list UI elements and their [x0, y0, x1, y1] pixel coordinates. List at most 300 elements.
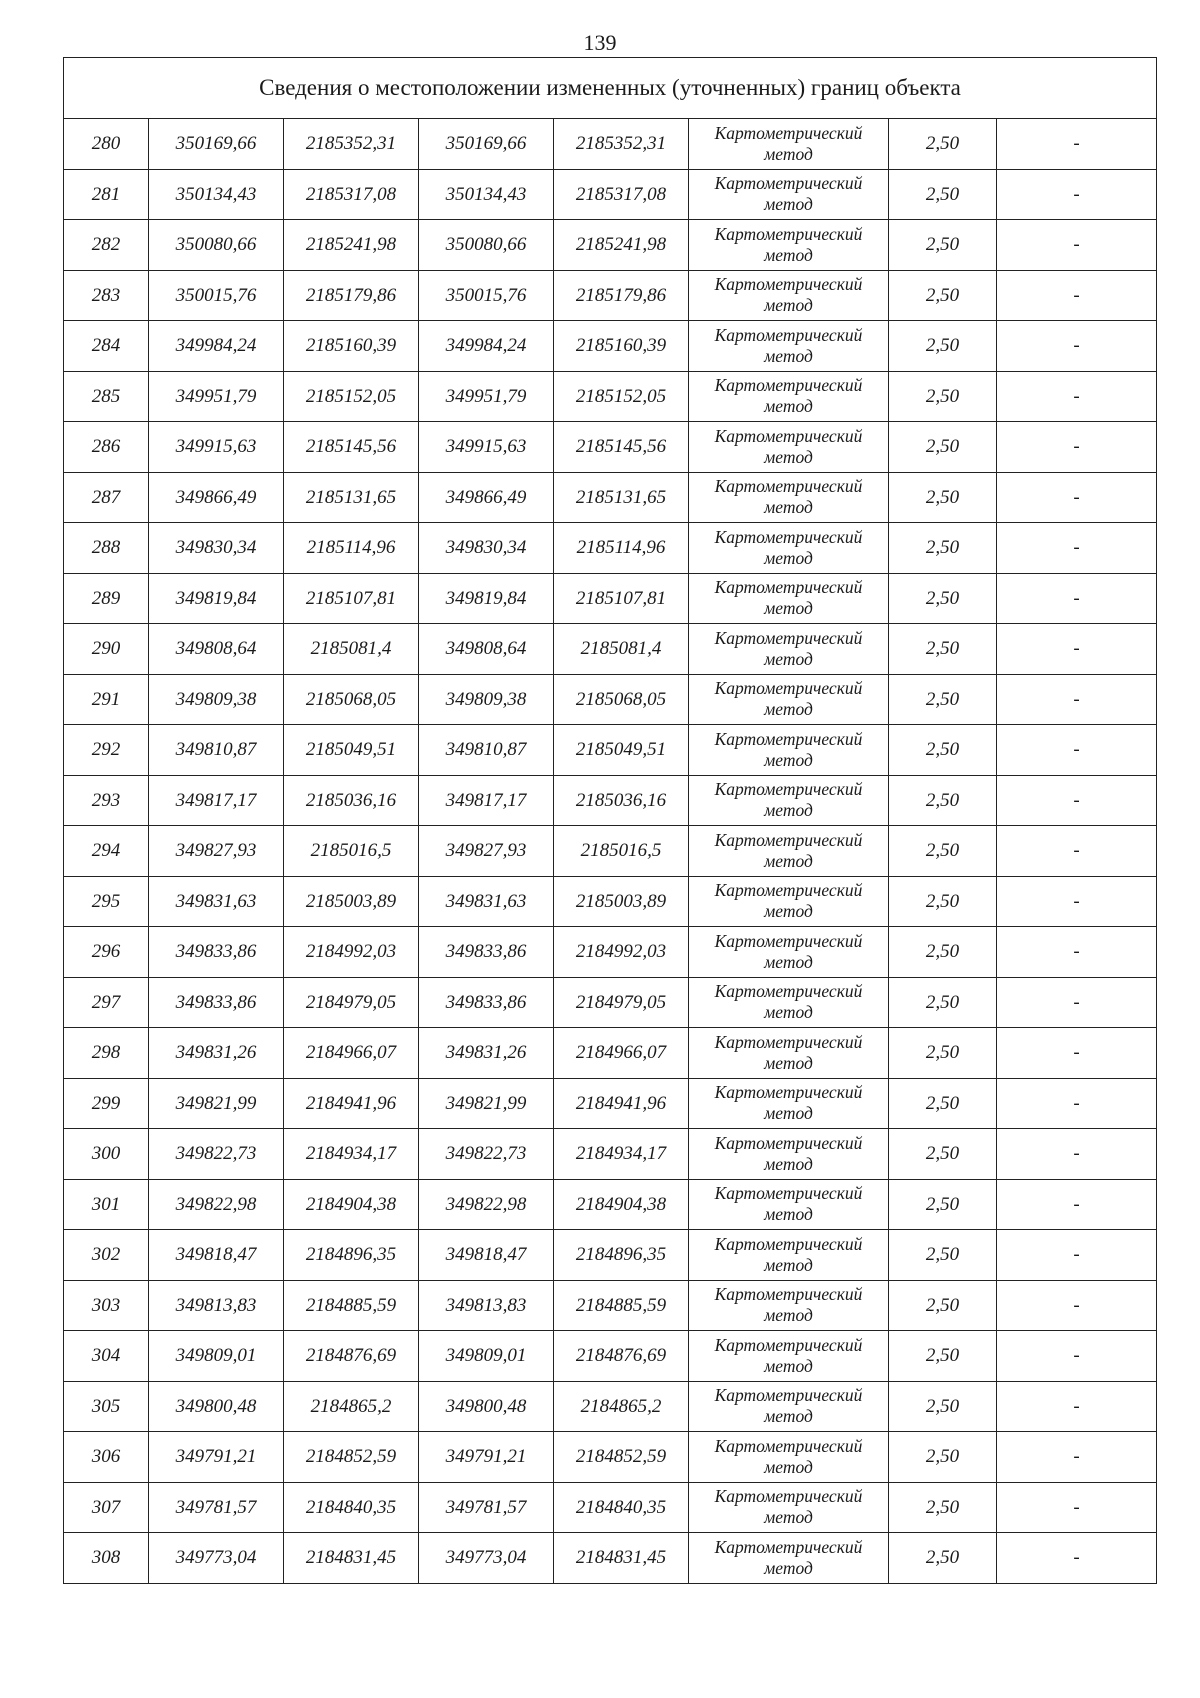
point-number-cell: 287	[64, 472, 149, 523]
table-row	[64, 371, 1157, 422]
existing-x-cell: 349808,64	[149, 624, 284, 675]
accuracy-cell: 2,50	[889, 220, 997, 271]
method-line-1: Картометрический	[714, 223, 863, 244]
existing-x-cell: 349810,87	[149, 725, 284, 776]
existing-y-cell: 2184979,05	[284, 977, 419, 1028]
refined-x-cell: 349813,83	[419, 1280, 554, 1331]
existing-y-cell: 2185179,86	[284, 270, 419, 321]
table-row	[64, 1129, 1157, 1180]
method-line-1: Картометрический	[714, 526, 863, 547]
method-line-1: Картометрический	[714, 1284, 863, 1305]
accuracy-cell: 2,50	[889, 573, 997, 624]
refined-y-cell: 2185107,81	[554, 573, 689, 624]
refined-x-cell: 349791,21	[419, 1432, 554, 1483]
refined-x-cell: 349833,86	[419, 927, 554, 978]
point-number-cell: 292	[64, 725, 149, 776]
table-row	[64, 1432, 1157, 1483]
table-row	[64, 624, 1157, 675]
existing-x-cell: 350080,66	[149, 220, 284, 271]
method-line-2: метод	[764, 1204, 813, 1225]
point-number-cell: 286	[64, 422, 149, 473]
method-line-1: Картометрический	[714, 476, 863, 497]
method-cell	[689, 876, 889, 927]
method-cell	[689, 1381, 889, 1432]
refined-x-cell: 349831,26	[419, 1028, 554, 1079]
existing-y-cell: 2184876,69	[284, 1331, 419, 1382]
refined-y-cell: 2185160,39	[554, 321, 689, 372]
point-number-cell: 302	[64, 1230, 149, 1281]
existing-x-cell: 350134,43	[149, 169, 284, 220]
existing-x-cell: 350169,66	[149, 119, 284, 170]
refined-x-cell: 350169,66	[419, 119, 554, 170]
table-row	[64, 422, 1157, 473]
existing-x-cell: 349951,79	[149, 371, 284, 422]
refined-y-cell: 2185016,5	[554, 826, 689, 877]
table-row	[64, 1331, 1157, 1382]
table-row	[64, 472, 1157, 523]
refined-x-cell: 349800,48	[419, 1381, 554, 1432]
note-cell: -	[997, 1179, 1157, 1230]
method-line-2: метод	[764, 1002, 813, 1023]
point-number-cell: 296	[64, 927, 149, 978]
point-number-cell: 280	[64, 119, 149, 170]
note-cell: -	[997, 1331, 1157, 1382]
point-number-cell: 308	[64, 1533, 149, 1584]
note-cell: -	[997, 573, 1157, 624]
accuracy-cell: 2,50	[889, 1432, 997, 1483]
refined-x-cell: 349831,63	[419, 876, 554, 927]
method-line-2: метод	[764, 1456, 813, 1477]
refined-y-cell: 2184904,38	[554, 1179, 689, 1230]
table-row	[64, 270, 1157, 321]
method-cell	[689, 674, 889, 725]
point-number-cell: 299	[64, 1078, 149, 1129]
accuracy-cell: 2,50	[889, 1381, 997, 1432]
table-row	[64, 1482, 1157, 1533]
method-line-1: Картометрический	[714, 173, 863, 194]
existing-y-cell: 2184831,45	[284, 1533, 419, 1584]
point-number-cell: 294	[64, 826, 149, 877]
existing-x-cell: 349781,57	[149, 1482, 284, 1533]
refined-x-cell: 349915,63	[419, 422, 554, 473]
table-row	[64, 725, 1157, 776]
accuracy-cell: 2,50	[889, 725, 997, 776]
method-cell	[689, 927, 889, 978]
existing-x-cell: 349827,93	[149, 826, 284, 877]
method-line-1: Картометрический	[714, 1536, 863, 1557]
existing-y-cell: 2184896,35	[284, 1230, 419, 1281]
note-cell: -	[997, 775, 1157, 826]
table-row	[64, 1179, 1157, 1230]
existing-x-cell: 349773,04	[149, 1533, 284, 1584]
existing-x-cell: 349817,17	[149, 775, 284, 826]
method-cell	[689, 1533, 889, 1584]
existing-x-cell: 349809,01	[149, 1331, 284, 1382]
table-row	[64, 876, 1157, 927]
accuracy-cell: 2,50	[889, 1533, 997, 1584]
existing-y-cell: 2184966,07	[284, 1028, 419, 1079]
refined-y-cell: 2184831,45	[554, 1533, 689, 1584]
point-number-cell: 289	[64, 573, 149, 624]
accuracy-cell: 2,50	[889, 674, 997, 725]
existing-y-cell: 2185107,81	[284, 573, 419, 624]
existing-y-cell: 2185131,65	[284, 472, 419, 523]
existing-x-cell: 349830,34	[149, 523, 284, 574]
note-cell: -	[997, 1129, 1157, 1180]
method-cell	[689, 422, 889, 473]
point-number-cell: 298	[64, 1028, 149, 1079]
existing-x-cell: 349831,26	[149, 1028, 284, 1079]
method-cell	[689, 1280, 889, 1331]
method-line-1: Картометрический	[714, 274, 863, 295]
refined-x-cell: 350080,66	[419, 220, 554, 271]
refined-x-cell: 349866,49	[419, 472, 554, 523]
table-row	[64, 1028, 1157, 1079]
accuracy-cell: 2,50	[889, 472, 997, 523]
table-row	[64, 1533, 1157, 1584]
method-line-2: метод	[764, 143, 813, 164]
method-line-2: метод	[764, 1153, 813, 1174]
note-cell: -	[997, 1078, 1157, 1129]
note-cell: -	[997, 977, 1157, 1028]
method-line-2: метод	[764, 598, 813, 619]
point-number-cell: 293	[64, 775, 149, 826]
method-line-2: метод	[764, 547, 813, 568]
note-cell: -	[997, 1028, 1157, 1079]
refined-y-cell: 2185081,4	[554, 624, 689, 675]
refined-y-cell: 2184992,03	[554, 927, 689, 978]
existing-y-cell: 2185160,39	[284, 321, 419, 372]
refined-y-cell: 2185152,05	[554, 371, 689, 422]
note-cell: -	[997, 472, 1157, 523]
accuracy-cell: 2,50	[889, 1179, 997, 1230]
accuracy-cell: 2,50	[889, 1129, 997, 1180]
method-cell	[689, 1432, 889, 1483]
existing-x-cell: 349791,21	[149, 1432, 284, 1483]
note-cell: -	[997, 927, 1157, 978]
refined-y-cell: 2185036,16	[554, 775, 689, 826]
note-cell: -	[997, 1533, 1157, 1584]
method-line-2: метод	[764, 1557, 813, 1578]
refined-y-cell: 2185003,89	[554, 876, 689, 927]
point-number-cell: 291	[64, 674, 149, 725]
existing-x-cell: 349819,84	[149, 573, 284, 624]
existing-x-cell: 349984,24	[149, 321, 284, 372]
refined-y-cell: 2185352,31	[554, 119, 689, 170]
point-number-cell: 300	[64, 1129, 149, 1180]
method-cell	[689, 371, 889, 422]
existing-y-cell: 2184865,2	[284, 1381, 419, 1432]
existing-x-cell: 349818,47	[149, 1230, 284, 1281]
method-cell	[689, 220, 889, 271]
point-number-cell: 303	[64, 1280, 149, 1331]
existing-y-cell: 2185068,05	[284, 674, 419, 725]
method-cell	[689, 1129, 889, 1180]
table-row	[64, 775, 1157, 826]
note-cell: -	[997, 119, 1157, 170]
point-number-cell: 297	[64, 977, 149, 1028]
existing-y-cell: 2185036,16	[284, 775, 419, 826]
existing-x-cell: 349833,86	[149, 977, 284, 1028]
existing-x-cell: 349821,99	[149, 1078, 284, 1129]
table-row	[64, 826, 1157, 877]
refined-y-cell: 2184941,96	[554, 1078, 689, 1129]
method-cell	[689, 472, 889, 523]
refined-x-cell: 349809,38	[419, 674, 554, 725]
refined-x-cell: 349817,17	[419, 775, 554, 826]
table-title: Сведения о местоположении измененных (уточненных) границ объекта	[64, 58, 1157, 119]
method-line-1: Картометрический	[714, 930, 863, 951]
method-line-1: Картометрический	[714, 1132, 863, 1153]
table-row	[64, 523, 1157, 574]
point-number-cell: 301	[64, 1179, 149, 1230]
point-number-cell: 285	[64, 371, 149, 422]
accuracy-cell: 2,50	[889, 270, 997, 321]
accuracy-cell: 2,50	[889, 1482, 997, 1533]
method-line-1: Картометрический	[714, 324, 863, 345]
method-cell	[689, 624, 889, 675]
table-row	[64, 1230, 1157, 1281]
method-cell	[689, 1331, 889, 1382]
existing-y-cell: 2185152,05	[284, 371, 419, 422]
accuracy-cell: 2,50	[889, 826, 997, 877]
existing-y-cell: 2185317,08	[284, 169, 419, 220]
refined-y-cell: 2184852,59	[554, 1432, 689, 1483]
method-cell	[689, 826, 889, 877]
method-line-2: метод	[764, 1355, 813, 1376]
boundary-coordinates-table	[63, 57, 1157, 1584]
existing-x-cell: 349822,98	[149, 1179, 284, 1230]
refined-y-cell: 2185068,05	[554, 674, 689, 725]
note-cell: -	[997, 523, 1157, 574]
existing-y-cell: 2185352,31	[284, 119, 419, 170]
method-line-2: метод	[764, 749, 813, 770]
table-row	[64, 977, 1157, 1028]
method-line-1: Картометрический	[714, 1385, 863, 1406]
refined-y-cell: 2184885,59	[554, 1280, 689, 1331]
method-cell	[689, 573, 889, 624]
point-number-cell: 290	[64, 624, 149, 675]
refined-x-cell: 349830,34	[419, 523, 554, 574]
refined-y-cell: 2185049,51	[554, 725, 689, 776]
page-number: 139	[583, 30, 617, 55]
table-row	[64, 573, 1157, 624]
method-line-2: метод	[764, 396, 813, 417]
accuracy-cell: 2,50	[889, 775, 997, 826]
method-line-2: метод	[764, 497, 813, 518]
method-line-1: Картометрический	[714, 425, 863, 446]
existing-y-cell: 2184904,38	[284, 1179, 419, 1230]
refined-x-cell: 350015,76	[419, 270, 554, 321]
refined-y-cell: 2184934,17	[554, 1129, 689, 1180]
note-cell: -	[997, 321, 1157, 372]
method-line-1: Картометрический	[714, 1082, 863, 1103]
method-cell	[689, 1028, 889, 1079]
method-cell	[689, 977, 889, 1028]
accuracy-cell: 2,50	[889, 876, 997, 927]
refined-y-cell: 2185114,96	[554, 523, 689, 574]
existing-y-cell: 2184852,59	[284, 1432, 419, 1483]
existing-y-cell: 2185016,5	[284, 826, 419, 877]
method-line-1: Картометрический	[714, 880, 863, 901]
note-cell: -	[997, 624, 1157, 675]
existing-x-cell: 349822,73	[149, 1129, 284, 1180]
method-cell	[689, 775, 889, 826]
table-row	[64, 169, 1157, 220]
refined-x-cell: 349833,86	[419, 977, 554, 1028]
existing-x-cell: 349800,48	[149, 1381, 284, 1432]
method-line-2: метод	[764, 1103, 813, 1124]
table-body	[64, 58, 1157, 1584]
existing-y-cell: 2185241,98	[284, 220, 419, 271]
note-cell: -	[997, 1280, 1157, 1331]
accuracy-cell: 2,50	[889, 624, 997, 675]
note-cell: -	[997, 270, 1157, 321]
method-line-1: Картометрический	[714, 1233, 863, 1254]
accuracy-cell: 2,50	[889, 1078, 997, 1129]
method-line-1: Картометрический	[714, 1334, 863, 1355]
method-line-2: метод	[764, 951, 813, 972]
accuracy-cell: 2,50	[889, 1331, 997, 1382]
method-line-2: метод	[764, 800, 813, 821]
refined-x-cell: 349822,98	[419, 1179, 554, 1230]
note-cell: -	[997, 674, 1157, 725]
note-cell: -	[997, 876, 1157, 927]
method-line-2: метод	[764, 850, 813, 871]
method-line-1: Картометрический	[714, 375, 863, 396]
existing-y-cell: 2184941,96	[284, 1078, 419, 1129]
refined-x-cell: 349951,79	[419, 371, 554, 422]
note-cell: -	[997, 826, 1157, 877]
method-line-1: Картометрический	[714, 829, 863, 850]
note-cell: -	[997, 1230, 1157, 1281]
method-line-2: метод	[764, 1052, 813, 1073]
method-line-2: метод	[764, 1507, 813, 1528]
existing-y-cell: 2184934,17	[284, 1129, 419, 1180]
refined-x-cell: 349984,24	[419, 321, 554, 372]
existing-y-cell: 2185081,4	[284, 624, 419, 675]
table-row	[64, 1280, 1157, 1331]
method-line-2: метод	[764, 1305, 813, 1326]
accuracy-cell: 2,50	[889, 169, 997, 220]
table-row	[64, 1381, 1157, 1432]
refined-y-cell: 2184840,35	[554, 1482, 689, 1533]
refined-y-cell: 2184865,2	[554, 1381, 689, 1432]
existing-y-cell: 2185145,56	[284, 422, 419, 473]
method-line-2: метод	[764, 295, 813, 316]
point-number-cell: 295	[64, 876, 149, 927]
existing-x-cell: 349813,83	[149, 1280, 284, 1331]
method-cell	[689, 270, 889, 321]
accuracy-cell: 2,50	[889, 523, 997, 574]
refined-x-cell: 349822,73	[419, 1129, 554, 1180]
note-cell: -	[997, 1432, 1157, 1483]
method-line-2: метод	[764, 699, 813, 720]
accuracy-cell: 2,50	[889, 927, 997, 978]
existing-x-cell: 349809,38	[149, 674, 284, 725]
note-cell: -	[997, 422, 1157, 473]
refined-y-cell: 2185145,56	[554, 422, 689, 473]
note-cell: -	[997, 725, 1157, 776]
existing-y-cell: 2184992,03	[284, 927, 419, 978]
method-line-1: Картометрический	[714, 122, 863, 143]
point-number-cell: 284	[64, 321, 149, 372]
accuracy-cell: 2,50	[889, 1028, 997, 1079]
method-cell	[689, 1179, 889, 1230]
refined-y-cell: 2185179,86	[554, 270, 689, 321]
table-row	[64, 119, 1157, 170]
refined-x-cell: 349808,64	[419, 624, 554, 675]
accuracy-cell: 2,50	[889, 1280, 997, 1331]
refined-x-cell: 349818,47	[419, 1230, 554, 1281]
note-cell: -	[997, 371, 1157, 422]
existing-y-cell: 2185049,51	[284, 725, 419, 776]
table-row	[64, 674, 1157, 725]
method-line-2: метод	[764, 345, 813, 366]
refined-x-cell: 349773,04	[419, 1533, 554, 1584]
method-cell	[689, 321, 889, 372]
refined-x-cell: 349781,57	[419, 1482, 554, 1533]
refined-x-cell: 349810,87	[419, 725, 554, 776]
method-cell	[689, 1230, 889, 1281]
method-line-1: Картометрический	[714, 728, 863, 749]
refined-y-cell: 2184966,07	[554, 1028, 689, 1079]
method-cell	[689, 1482, 889, 1533]
table-title-row	[64, 58, 1157, 119]
method-line-2: метод	[764, 1406, 813, 1427]
point-number-cell: 283	[64, 270, 149, 321]
method-cell	[689, 169, 889, 220]
refined-x-cell: 349819,84	[419, 573, 554, 624]
table-row	[64, 1078, 1157, 1129]
refined-y-cell: 2185131,65	[554, 472, 689, 523]
method-cell	[689, 1078, 889, 1129]
refined-y-cell: 2185241,98	[554, 220, 689, 271]
method-cell	[689, 523, 889, 574]
note-cell: -	[997, 220, 1157, 271]
note-cell: -	[997, 169, 1157, 220]
method-line-2: метод	[764, 194, 813, 215]
method-line-1: Картометрический	[714, 1183, 863, 1204]
existing-y-cell: 2184840,35	[284, 1482, 419, 1533]
refined-y-cell: 2184896,35	[554, 1230, 689, 1281]
method-line-2: метод	[764, 901, 813, 922]
existing-x-cell: 349866,49	[149, 472, 284, 523]
table-row	[64, 220, 1157, 271]
existing-x-cell: 349833,86	[149, 927, 284, 978]
point-number-cell: 306	[64, 1432, 149, 1483]
method-line-2: метод	[764, 244, 813, 265]
method-line-1: Картометрический	[714, 627, 863, 648]
table-row	[64, 927, 1157, 978]
point-number-cell: 288	[64, 523, 149, 574]
point-number-cell: 305	[64, 1381, 149, 1432]
method-line-2: метод	[764, 648, 813, 669]
accuracy-cell: 2,50	[889, 977, 997, 1028]
method-cell	[689, 725, 889, 776]
method-line-1: Картометрический	[714, 1435, 863, 1456]
existing-y-cell: 2185114,96	[284, 523, 419, 574]
accuracy-cell: 2,50	[889, 321, 997, 372]
accuracy-cell: 2,50	[889, 119, 997, 170]
refined-y-cell: 2184979,05	[554, 977, 689, 1028]
refined-y-cell: 2185317,08	[554, 169, 689, 220]
accuracy-cell: 2,50	[889, 1230, 997, 1281]
accuracy-cell: 2,50	[889, 422, 997, 473]
method-line-1: Картометрический	[714, 1486, 863, 1507]
refined-x-cell: 349809,01	[419, 1331, 554, 1382]
refined-x-cell: 349821,99	[419, 1078, 554, 1129]
